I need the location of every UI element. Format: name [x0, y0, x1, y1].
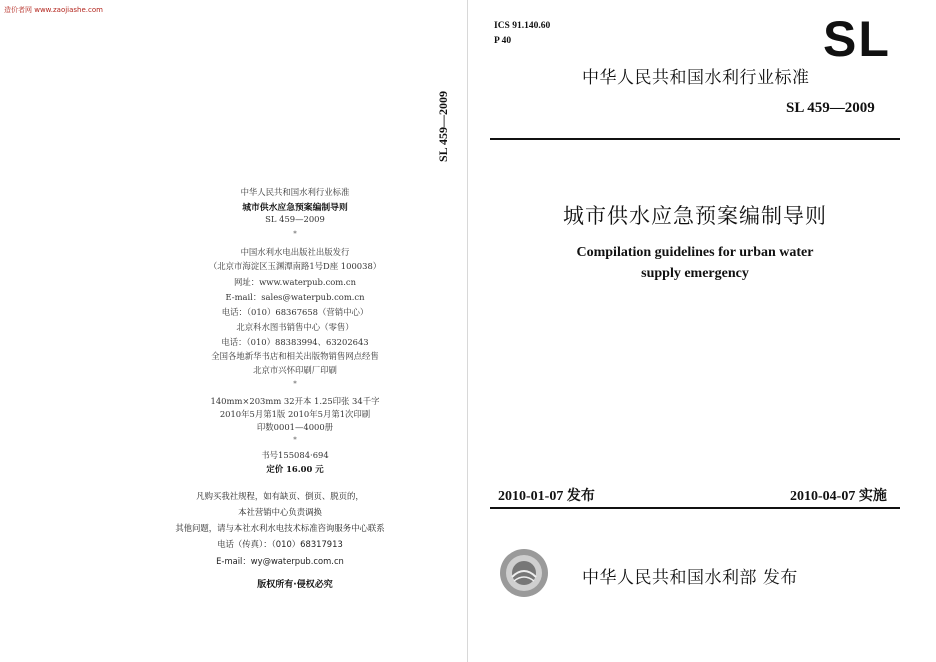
imprint-line: 中国水利水电出版社出版发行 [240, 247, 350, 257]
imprint-line: E-mail：sales@waterpub.com.cn [225, 292, 365, 302]
copyright-notice: 版权所有·侵权必究 [257, 580, 333, 590]
imprint-line: 电话：（010）68367658（营销中心） [221, 307, 369, 317]
spine [432, 44, 458, 174]
imprint-line: 全国各地新华书店和相关出版物销售网点经售 [211, 351, 379, 361]
imprint-line: 电话：（010）88383994、63202643 [221, 337, 369, 347]
notice-line: 凡购买我社规程，如有缺页、倒页、脱页的， [196, 491, 364, 501]
sl-logo-text: SL [823, 16, 891, 60]
ministry-seal-icon [498, 547, 550, 599]
notice-line: 本社营销中心负责调换 [238, 507, 322, 517]
notice-line: 其他问题，请与本社水利水电技术标准咨询服务中心联系 [175, 523, 385, 533]
imprint-bullet: * [293, 380, 297, 388]
ics-code: ICS 91.140.60 [494, 21, 551, 31]
effective-date: 2010-04-07 实施 [790, 489, 887, 504]
title-english-line1: Compilation guidelines for urban water [576, 245, 814, 260]
title-chinese: 城市供水应急预案编制导则 [563, 204, 827, 228]
sl-logo [818, 16, 896, 60]
imprint-line: 2010年5月第1版 2010年5月第1次印刷 [219, 409, 371, 419]
imprint-line: （北京市海淀区玉渊潭南路1号D座 100038） [208, 261, 382, 271]
spine-code: SL 459—2009 [436, 90, 450, 162]
watermark-text: 造价者网 www.zaojiashe.com [4, 6, 103, 14]
imprint-line: 北京市兴怀印刷厂印刷 [253, 365, 337, 375]
notice-line: E-mail：wy@waterpub.com.cn [216, 556, 344, 566]
page-divider [467, 0, 468, 662]
notice-line: 电话（传真）：（010）68317913 [217, 539, 343, 549]
classification-code: P 40 [494, 36, 512, 46]
imprint-line: 中华人民共和国水利行业标准 [240, 187, 350, 197]
imprint-bullet: * [293, 230, 297, 238]
imprint-line: 书号155084·694 [261, 450, 329, 460]
imprint-line: 网址：www.waterpub.com.cn [234, 277, 356, 287]
imprint-price: 定价 16.00 元 [266, 464, 324, 474]
bottom-rule [490, 507, 900, 509]
publisher-line: 中华人民共和国水利部 发布 [582, 568, 798, 588]
title-english-line2: supply emergency [641, 266, 749, 281]
imprint-bullet: * [293, 436, 297, 444]
top-rule [490, 138, 900, 140]
imprint-line: 印数0001—4000册 [256, 422, 334, 432]
issue-date: 2010-01-07 发布 [498, 489, 595, 504]
imprint-line: 北京科水图书销售中心（零售） [236, 322, 354, 332]
standard-code: SL 459—2009 [786, 100, 875, 116]
imprint-title: 城市供水应急预案编制导则 [242, 203, 348, 213]
imprint-line: SL 459—2009 [265, 214, 325, 224]
imprint-line: 140mm×203mm 32开本 1.25印张 34千字 [210, 396, 380, 406]
industry-standard-label: 中华人民共和国水利行业标准 [582, 68, 810, 88]
